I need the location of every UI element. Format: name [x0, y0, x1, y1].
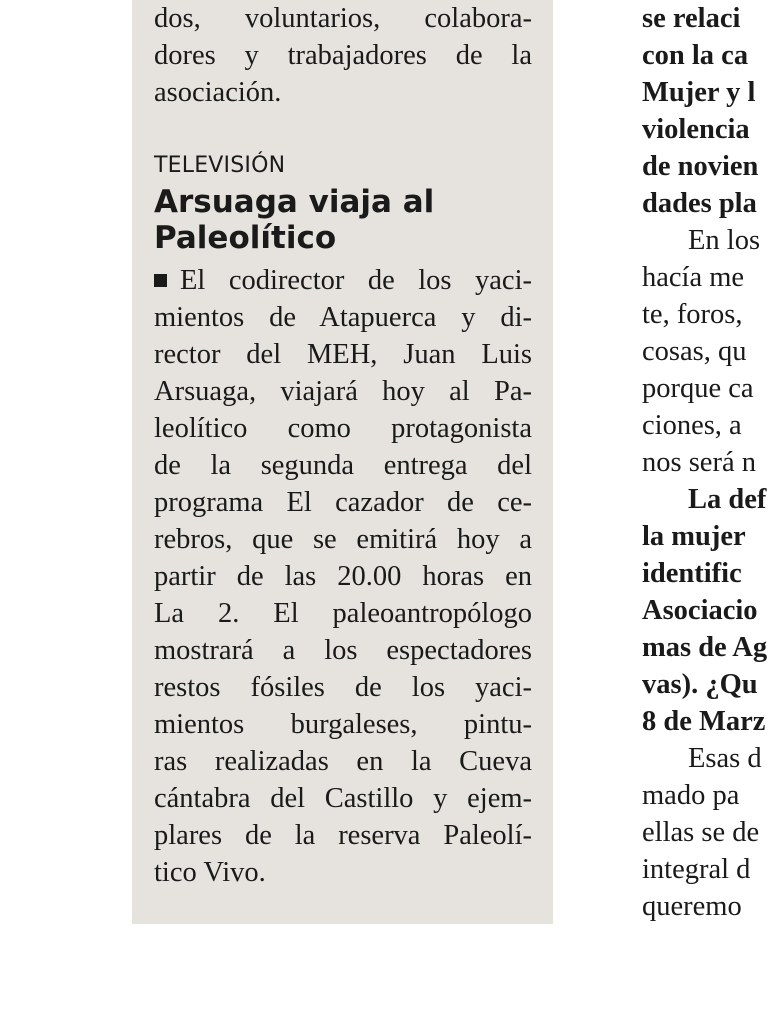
right-column-text	[642, 0, 768, 1024]
body-line: plares de la reserva Paleolí-	[154, 820, 532, 851]
right-column-line: cosas, qu	[642, 336, 747, 367]
body-line: mostrará a los espectadores	[154, 635, 532, 666]
right-column-line: La def	[688, 484, 767, 515]
right-column-line: vas). ¿Qu	[642, 669, 758, 700]
right-column-line: porque ca	[642, 373, 754, 404]
body-line: Arsuaga, viajará hoy al Pa-	[154, 376, 532, 407]
body-line: de la segunda entrega del	[154, 450, 532, 481]
headline-line: Arsuaga viaja al	[154, 184, 435, 220]
right-column-line: mado pa	[642, 780, 740, 811]
right-column-line: nos será n	[642, 447, 756, 478]
body-line: rebros, que se emitirá hoy a	[154, 524, 532, 555]
body-line: La 2. El paleoantropólogo	[154, 598, 532, 629]
right-column-line: ciones, a	[642, 410, 742, 441]
right-column-line: se relaci	[642, 3, 741, 34]
intro-line: dores y trabajadores de la	[154, 40, 532, 71]
body-line: restos fósiles de los yaci-	[154, 672, 532, 703]
right-column-line: queremo	[642, 891, 742, 922]
right-column-line: te, foros,	[642, 299, 743, 330]
section-label: TELEVISIÓN	[154, 153, 286, 178]
body-line: programa El cazador de ce-	[154, 487, 532, 518]
right-column-line: dades pla	[642, 188, 757, 219]
right-column-line: la mujer	[642, 521, 746, 552]
headline-line: Paleolítico	[154, 220, 337, 256]
right-column-line: 8 de Marz	[642, 706, 766, 737]
right-column-line: integral d	[642, 854, 751, 885]
body-line: ras realizadas en la Cueva	[154, 746, 532, 777]
body-line: mientos de Atapuerca y di-	[154, 302, 532, 333]
body-line: rector del MEH, Juan Luis	[154, 339, 532, 370]
right-column-line: de novien	[642, 151, 759, 182]
body-line: tico Vivo.	[154, 857, 266, 888]
body-line: cántabra del Castillo y ejem-	[154, 783, 532, 814]
right-column-line: mas de Ag	[642, 632, 768, 663]
right-column-line: violencia	[642, 114, 750, 145]
right-column-line: Asociacio	[642, 595, 758, 626]
body-first-line	[154, 262, 532, 299]
right-column-line: Mujer y l	[642, 77, 756, 108]
bullet-square-icon	[154, 274, 167, 287]
right-column-line: con la ca	[642, 40, 749, 71]
intro-line: asociación.	[154, 77, 282, 108]
right-column-line: En los	[688, 225, 761, 256]
right-column-line: hacía me	[642, 262, 745, 293]
body-line: partir de las 20.00 horas en	[154, 561, 532, 592]
right-column-line: identific	[642, 558, 742, 589]
body-line: mientos burgaleses, pintu-	[154, 709, 532, 740]
intro-line: dos, voluntarios, colabora-	[154, 3, 532, 34]
right-column-line: ellas se de	[642, 817, 760, 848]
body-line: leolítico como protagonista	[154, 413, 532, 444]
body-line-text: El codirector de los yaci-	[180, 265, 532, 296]
right-column-line: Esas d	[688, 743, 762, 774]
